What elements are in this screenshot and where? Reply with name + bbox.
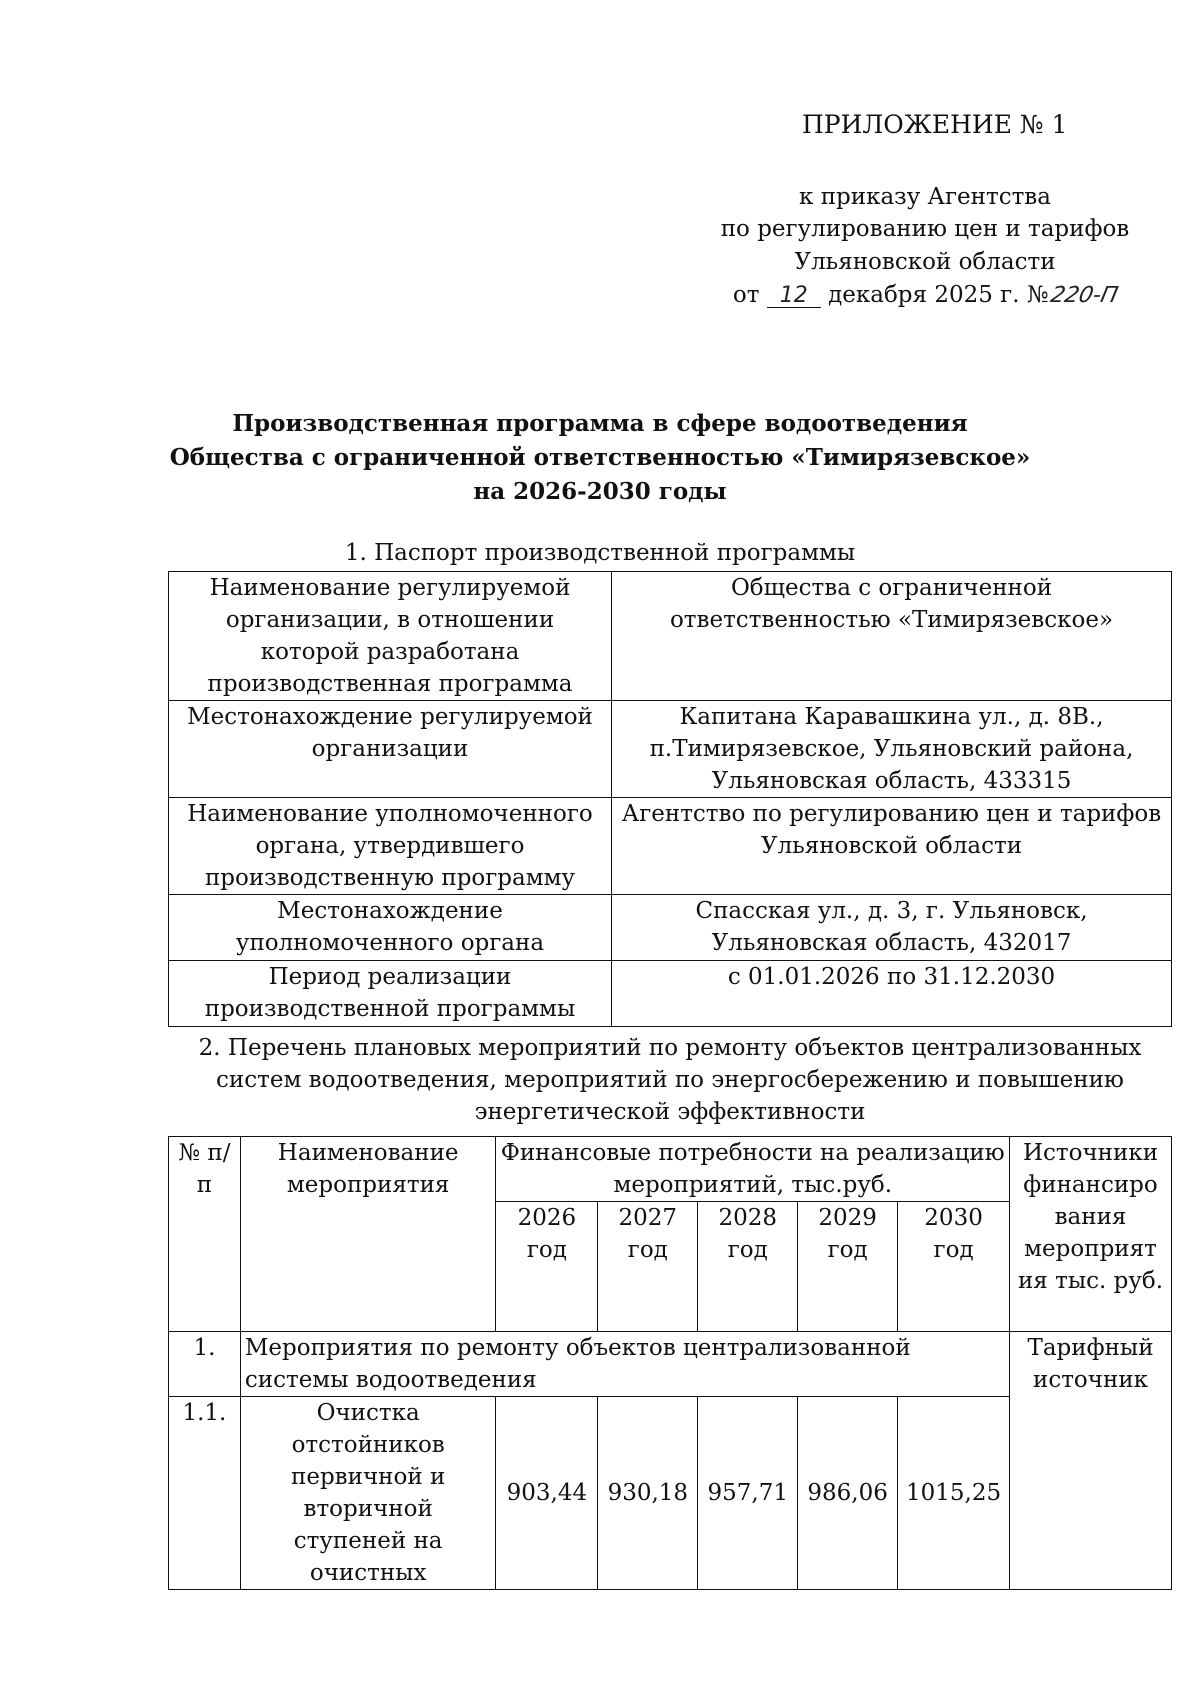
date-rest: декабря 2025 г. №: [828, 282, 1049, 308]
date-prefix: от: [732, 282, 760, 308]
col-header-name: Наименование мероприятия: [240, 1137, 496, 1332]
col-header-year: 2026 год: [496, 1202, 598, 1332]
handwritten-day: 12: [767, 285, 821, 308]
table-row: [169, 961, 1172, 1027]
passport-label: Наименование регулируемой организации, в отношении которой разработана производственная программа: [169, 572, 612, 701]
plan-heading: 2. Перечень плановых мероприятий по ремонту объектов централизованных систем водоотведения, мероприятий по энергосбережению и повышению энергетической эффективности: [198, 1035, 1142, 1125]
passport-value: Спасская ул., д. 3, г. Ульяновск, Ульяновская область, 432017: [612, 895, 1172, 961]
col-header-year: 2030 год: [898, 1202, 1010, 1332]
passport-label: Местонахождение регулируемой организации: [169, 701, 612, 798]
table-row: [169, 1332, 1172, 1397]
appendix-date-line: [705, 282, 1145, 308]
passport-table: [168, 571, 1172, 1027]
group-name: Мероприятия по ремонту объектов централизованной системы водоотведения: [240, 1332, 1009, 1397]
passport-value: Агентство по регулированию цен и тарифов Ульяновской области: [612, 798, 1172, 895]
handwritten-order-number: 220-П: [1047, 283, 1120, 308]
value-2026: 903,44: [496, 1397, 598, 1590]
item-name: Очистка отстойников первичной и вторичной ступеней на очистных: [240, 1397, 496, 1590]
program-title-line-1: Производственная программа в сфере водоотведения: [232, 410, 968, 437]
value-2029: 986,06: [798, 1397, 898, 1590]
value-2030: 1015,25: [898, 1397, 1010, 1590]
table-row: [169, 798, 1172, 895]
table-row: [169, 895, 1172, 961]
passport-heading: 1. Паспорт производственной программы: [344, 540, 856, 566]
funding-source: Тарифный источник: [1010, 1332, 1172, 1590]
appendix-title: ПРИЛОЖЕНИЕ № 1: [802, 110, 1068, 139]
program-title-line-3: на 2026-2030 годы: [473, 478, 727, 505]
col-header-year: 2027 год: [598, 1202, 698, 1332]
appendix-line-2: по регулированию цен и тарифов: [720, 216, 1130, 242]
program-title-line-2: Общества с ограниченной ответственностью «Тимирязевское»: [169, 444, 1031, 471]
row-num: 1.: [169, 1332, 241, 1397]
plan-table: [168, 1136, 1172, 1590]
col-header-num: № п/п: [169, 1137, 241, 1332]
col-header-sources: Источники финансиро вания мероприят ия тыс. руб.: [1010, 1137, 1172, 1332]
passport-label: Период реализации производственной программы: [169, 961, 612, 1027]
table-row: [169, 701, 1172, 798]
passport-value: с 01.01.2026 по 31.12.2030: [612, 961, 1172, 1027]
passport-value: Капитана Каравашкина ул., д. 8В., п.Тимирязевское, Ульяновский района, Ульяновская область, 433315: [612, 701, 1172, 798]
value-2028: 957,71: [698, 1397, 798, 1590]
passport-label: Местонахождение уполномоченного органа: [169, 895, 612, 961]
value-2027: 930,18: [598, 1397, 698, 1590]
appendix-line-1: к приказу Агентства: [799, 184, 1051, 210]
table-header-row: [169, 1137, 1172, 1202]
col-header-year: 2028 год: [698, 1202, 798, 1332]
passport-value: Общества с ограниченной ответственностью «Тимирязевское»: [612, 572, 1172, 701]
table-row: [169, 572, 1172, 701]
row-num: 1.1.: [169, 1397, 241, 1590]
col-header-year: 2029 год: [798, 1202, 898, 1332]
passport-label: Наименование уполномоченного органа, утвердившего производственную программу: [169, 798, 612, 895]
appendix-line-3: Ульяновской области: [794, 249, 1056, 275]
col-header-finance: Финансовые потребности на реализацию мероприятий, тыс.руб.: [496, 1137, 1010, 1202]
